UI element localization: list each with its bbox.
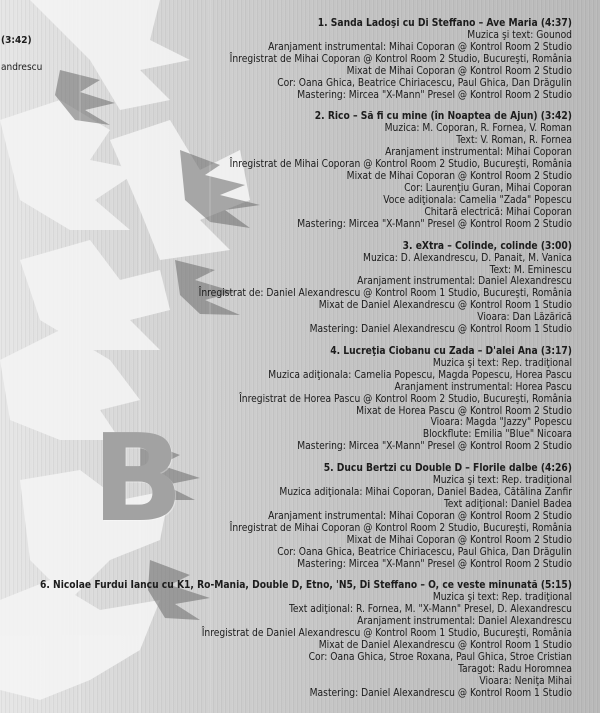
tracklist: [40, 18, 572, 710]
credit-line: Vioara: Dan Lăzărică: [477, 312, 572, 324]
credit-line: Mixat de Mihai Coporan @ Kontrol Room 2 Studio: [346, 65, 572, 77]
credit-line: Înregistrat de Mihai Coporan @ Kontrol Room 2 Studio, Bucureşti, România: [229, 53, 572, 65]
credit-line: Muzica şi text: Rep. tradiţional: [432, 475, 572, 487]
credit-line: Mixat de Mihai Coporan @ Kontrol Room 2 Studio: [346, 171, 572, 183]
credit-line: Mastering: Mircea "X-Mann" Presel @ Kontrol Room 2 Studio: [297, 89, 572, 101]
credit-line: Cor: Laurenţiu Guran, Mihai Coporan: [404, 182, 572, 194]
credit-line: Text adiţional: R. Fornea, M. "X-Mann" Presel, D. Alexandrescu: [289, 604, 572, 616]
credit-line: Înregistrat de Mihai Coporan @ Kontrol Room 2 Studio, Bucureşti, România: [229, 159, 572, 171]
credit-line: Mixat de Daniel Alexandrescu @ Kontrol Room 1 Studio: [318, 640, 572, 652]
credit-line: Muzica şi text: Rep. tradiţional: [432, 592, 572, 604]
credit-line: Vioara: Neniţa Mihai: [479, 675, 572, 687]
credit-line: Aranjament instrumental: Mihai Coporan: [385, 147, 572, 159]
credit-line: Text: M. Eminescu: [489, 264, 572, 276]
credit-line: Înregistrat de Daniel Alexandrescu @ Kontrol Room 1 Studio, Bucureşti, România: [201, 628, 572, 640]
track-title: 6. Nicolae Furdui Iancu cu K1, Ro-Mania, Double D, Etno, 'N5, Di Steffano – O, ce veste minunată (5:15): [40, 580, 572, 592]
credit-line: Cor: Oana Ghica, Beatrice Chiriacescu, Paul Ghica, Dan Drăgulin: [277, 546, 572, 558]
track-2: [40, 111, 572, 230]
side-letter: B: [92, 410, 184, 549]
credit-line: Aranjament instrumental: Mihai Coporan @ Kontrol Room 2 Studio: [268, 41, 572, 53]
credit-line: Text: V. Roman, R. Fornea: [456, 135, 572, 147]
credit-line: Înregistrat de Mihai Coporan @ Kontrol Room 2 Studio, Bucureşti, România: [229, 522, 572, 534]
track-title: 4. Lucreţia Ciobanu cu Zada – D'alei Ana (3:17): [330, 345, 572, 357]
credit-line: Muzica: M. Coporan, R. Fornea, V. Roman: [384, 123, 572, 135]
track-title: 5. Ducu Bertzi cu Double D – Florile dalbe (4:26): [323, 463, 572, 475]
credit-line: Muzica adiţionala: Mihai Coporan, Daniel Badea, Cătălina Zanfir: [279, 487, 572, 499]
credit-line: Mastering: Mircea "X-Mann" Presel @ Kontrol Room 2 Studio: [297, 558, 572, 570]
credit-line: Chitară electrică: Mihai Coporan: [424, 206, 572, 218]
credit-line: Cor: Oana Ghica, Stroe Roxana, Paul Ghica, Stroe Cristian: [308, 651, 572, 663]
track-3: [40, 241, 572, 336]
credit-line: Aranjament instrumental: Horea Pascu: [394, 381, 572, 393]
credit-line: Mixat de Horea Pascu @ Kontrol Room 2 Studio: [356, 405, 572, 417]
credit-line: Mastering: Mircea "X-Mann" Presel @ Kontrol Room 2 Studio: [297, 441, 572, 453]
credit-line: Cor: Oana Ghica, Beatrice Chiriacescu, Paul Ghica, Dan Drăgulin: [277, 77, 572, 89]
credit-line: Vioara: Magda "Jazzy" Popescu: [430, 417, 572, 429]
track-title: 1. Sanda Ladoşi cu Di Steffano – Ave Maria (4:37): [317, 18, 572, 29]
credit-line: Muzica şi text: Rep. tradiţional: [432, 357, 572, 369]
credit-line: Aranjament instrumental: Daniel Alexandrescu: [357, 616, 572, 628]
credit-line: Înregistrat de Horea Pascu @ Kontrol Room 2 Studio, Bucureşti, România: [239, 393, 572, 405]
credit-line: Muzica: D. Alexandrescu, D. Panait, M. Vanica: [363, 252, 572, 264]
cropped-duration-fragment: (3:42): [1, 35, 32, 46]
credit-line: Mastering: Daniel Alexandrescu @ Kontrol Room 1 Studio: [309, 324, 572, 336]
credit-line: Muzica adiţionala: Camelia Popescu, Magda Popescu, Horea Pascu: [268, 369, 572, 381]
track-title: 3. eXtra – Colinde, colinde (3:00): [402, 240, 572, 252]
track-title: 2. Rico – Să fi cu mine (în Noaptea de Ajun) (3:42): [314, 111, 572, 123]
credit-line: Mastering: Mircea "X-Mann" Presel @ Kontrol Room 2 Studio: [297, 218, 572, 230]
credit-line: Blockflute: Emilia "Blue" Nicoara: [422, 429, 572, 441]
credit-line: Aranjament instrumental: Mihai Coporan @ Kontrol Room 2 Studio: [268, 510, 572, 522]
credit-line: Taragot: Radu Horomnea: [458, 663, 572, 675]
credit-line: Muzica şi text: Gounod: [467, 30, 572, 41]
credit-line: Mixat de Mihai Coporan @ Kontrol Room 2 Studio: [346, 534, 572, 546]
credit-line: Text adiţional: Daniel Badea: [443, 499, 572, 510]
track-1: [40, 18, 572, 101]
credit-line: Mastering: Daniel Alexandrescu @ Kontrol Room 1 Studio: [309, 687, 572, 699]
credit-line: Voce adiţionala: Camelia "Zada" Popescu: [383, 194, 572, 206]
track-6: [40, 580, 572, 699]
track-4: [40, 346, 572, 453]
credit-line: Aranjament instrumental: Daniel Alexandrescu: [357, 276, 572, 288]
credit-line: Mixat de Daniel Alexandrescu @ Kontrol Room 1 Studio: [318, 300, 572, 312]
track-5: [40, 463, 572, 570]
cropped-name-fragment: andrescu: [1, 62, 43, 73]
credit-line: Înregistrat de: Daniel Alexandrescu @ Kontrol Room 1 Studio, Bucureşti, România: [198, 288, 572, 300]
